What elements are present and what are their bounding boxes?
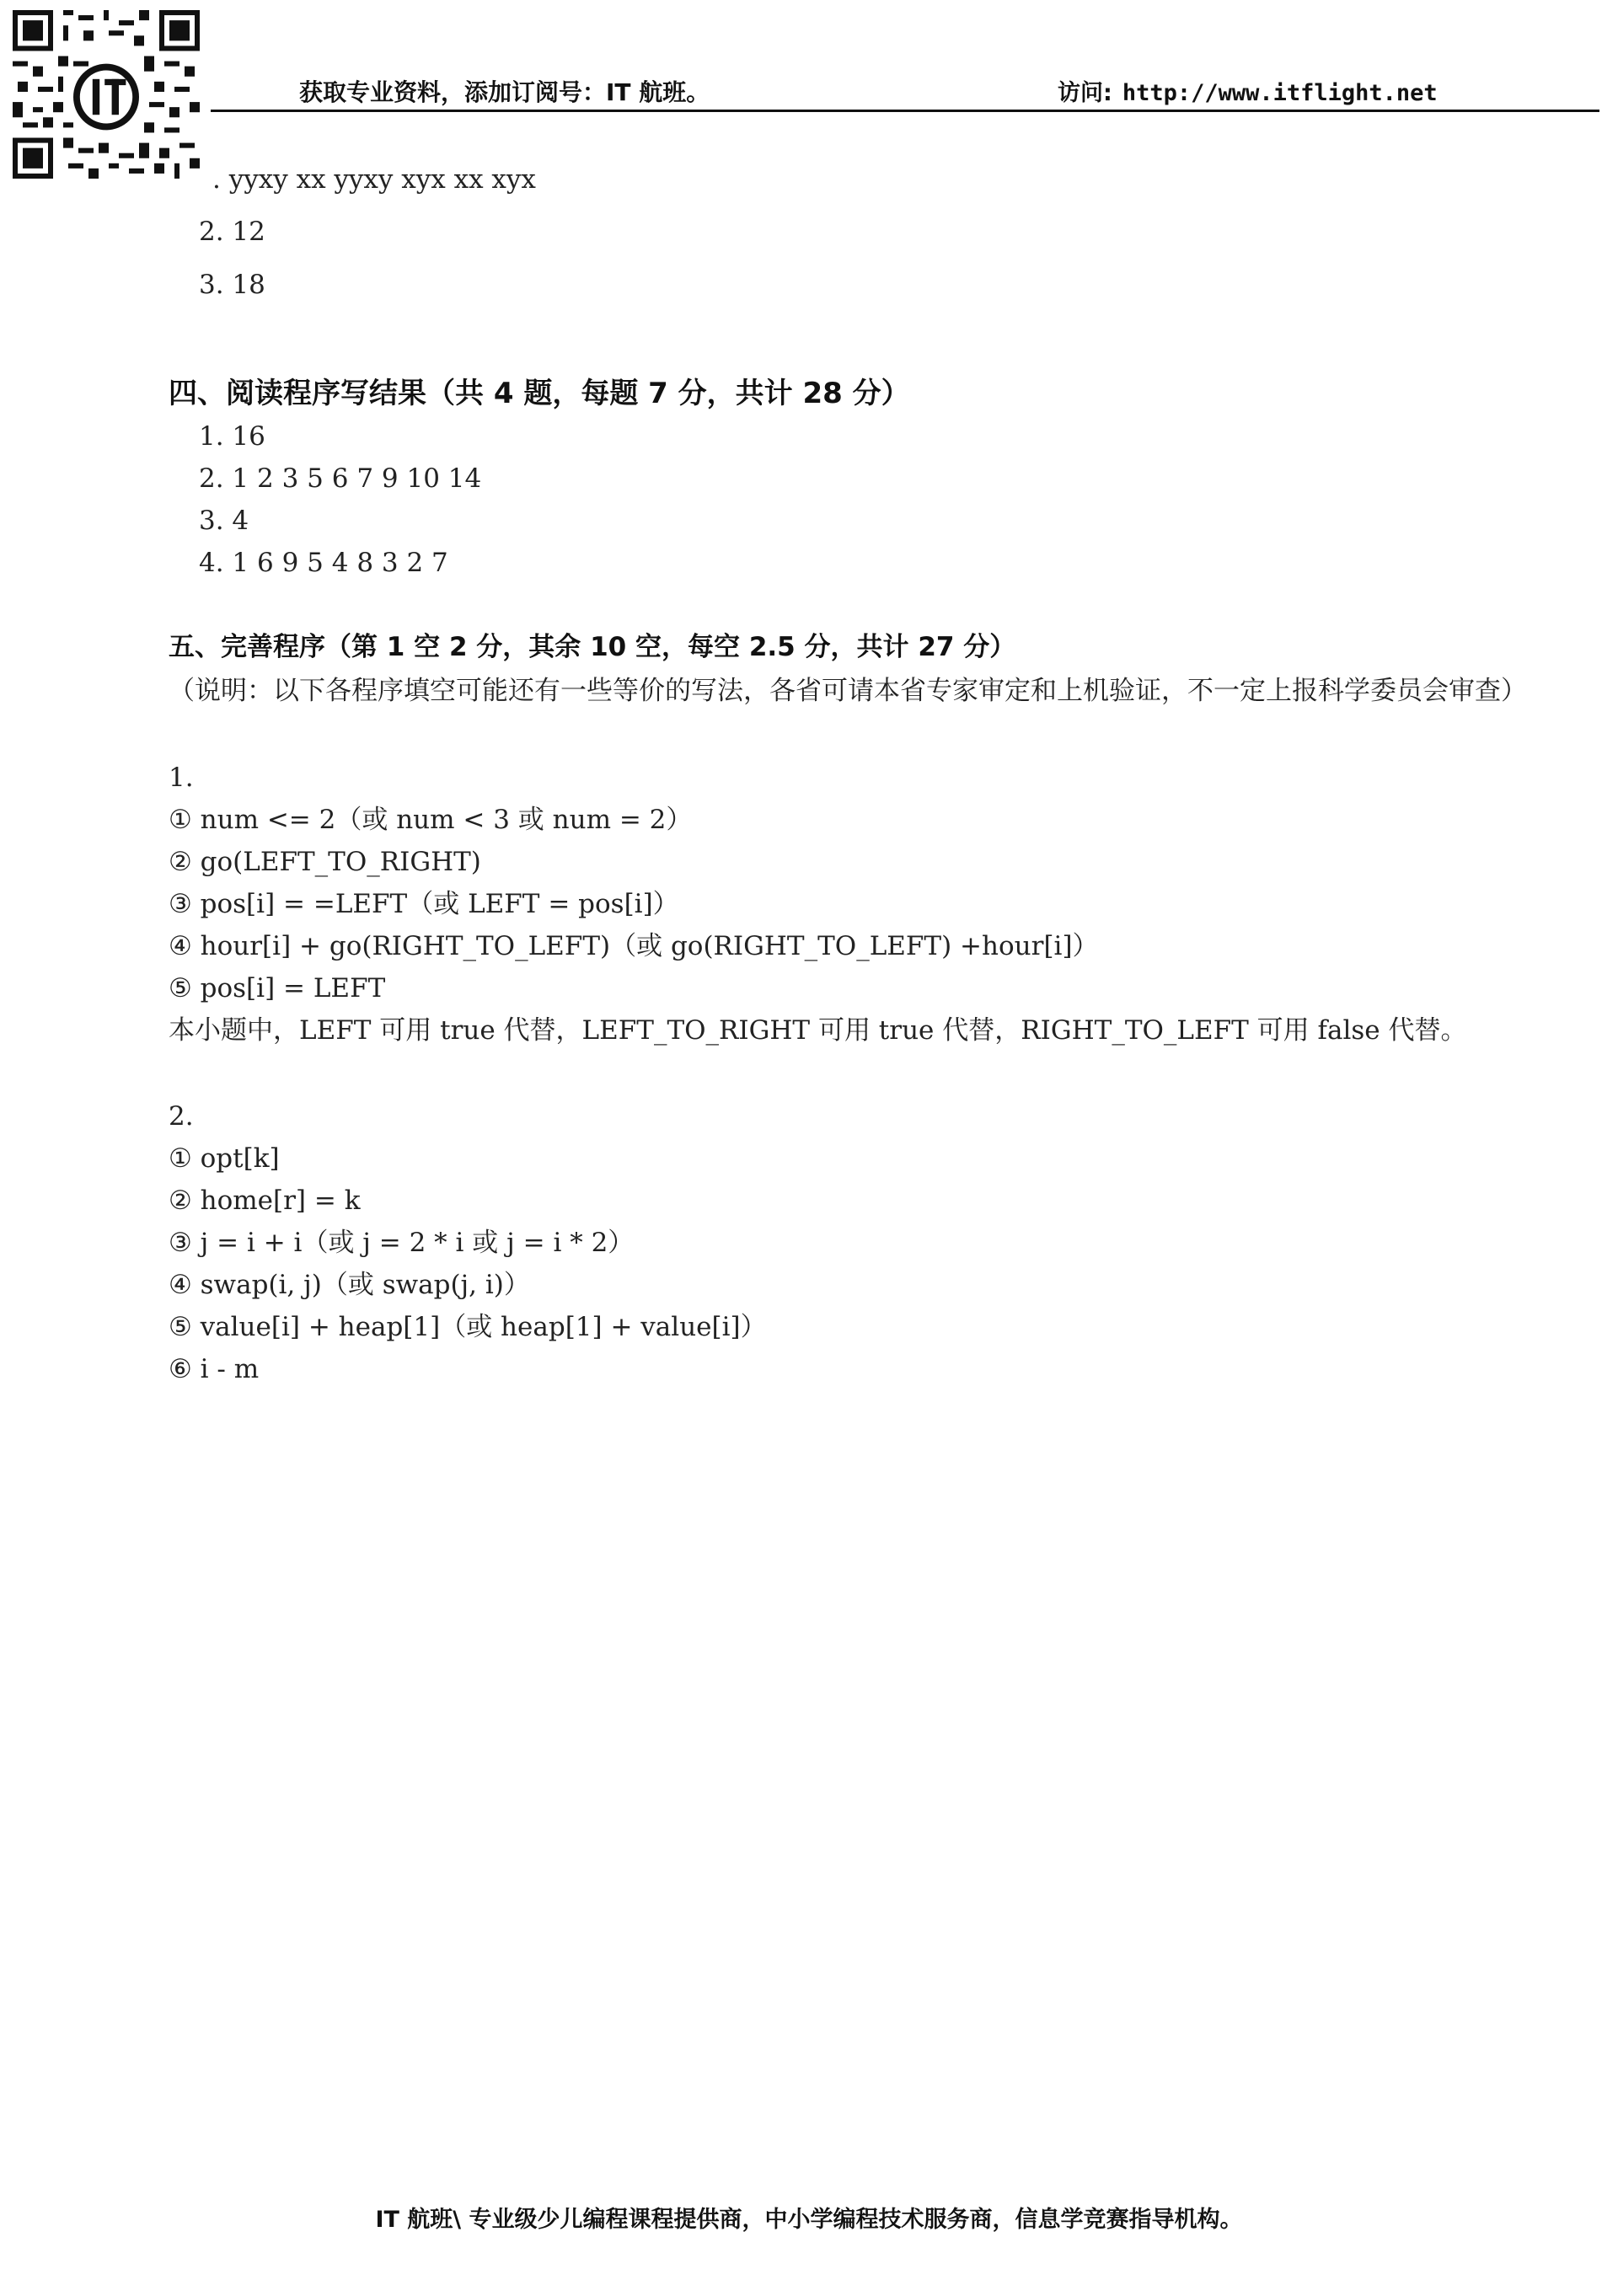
question-note: 本小题中，LEFT 可用 true 代替，LEFT_TO_RIGHT 可用 true 代替，RIGHT_TO_LEFT 可用 false 代替。 — [169, 1015, 1467, 1046]
answer-line: 3. 18 — [199, 270, 265, 300]
header-divider — [211, 110, 1599, 112]
question-label: 1. — [169, 763, 194, 793]
answer-line: ② go(LEFT_TO_RIGHT) — [169, 847, 481, 877]
header-subscription-text: 获取专业资料，添加订阅号：IT 航班。 — [299, 78, 710, 106]
page-footer: IT 航班\ 专业级少儿编程课程提供商，中小学编程技术服务商，信息学竞赛指导机构。 — [375, 2207, 1243, 2233]
answer-line: ⑤ pos[i] = LEFT — [169, 973, 386, 1003]
question-label: 2. — [169, 1101, 194, 1132]
answer-line: 2. 12 — [199, 217, 265, 247]
answer-line: 1. 16 — [199, 421, 265, 452]
answer-line: ④ swap(i, j)（或 swap(j, i)） — [169, 1270, 530, 1300]
answer-line: ③ j = i + i（或 j = 2 * i 或 j = i * 2） — [169, 1228, 635, 1258]
qr-code-icon — [13, 10, 200, 179]
header-visit-label: 访问: — [1058, 80, 1112, 106]
answer-line: ⑤ value[i] + heap[1]（或 heap[1] + value[i]） — [169, 1312, 767, 1342]
answer-line: 3. 4 — [199, 506, 249, 536]
answer-line: ② home[r] = k — [169, 1185, 361, 1216]
header-url-link[interactable]: http://www.itflight.net — [1122, 80, 1438, 106]
answer-line: ① num <= 2（或 num < 3 或 num = 2） — [169, 805, 693, 835]
answer-line: ③ pos[i] = =LEFT（或 LEFT = pos[i]） — [169, 889, 679, 919]
answer-line: 2. 1 2 3 5 6 7 9 10 14 — [199, 463, 482, 494]
section-heading-4: 四、阅读程序写结果（共 4 题，每题 7 分，共计 28 分） — [169, 377, 910, 410]
answer-line: ⑥ i - m — [169, 1354, 260, 1384]
header-visit — [1058, 74, 1438, 107]
answer-line: ④ hour[i] + go(RIGHT_TO_LEFT)（或 go(RIGHT_TO_LEFT) +hour[i]） — [169, 931, 1099, 961]
answer-line: 4. 1 6 9 5 4 8 3 2 7 — [199, 548, 448, 578]
answer-line: . yyxy xx yyxy xyx xx xyx — [212, 164, 536, 195]
section-note: （说明：以下各程序填空可能还有一些等价的写法，各省可请本省专家审定和上机验证，不一定上报科学委员会审查） — [169, 676, 1527, 706]
section-heading-5: 五、完善程序（第 1 空 2 分，其余 10 空，每空 2.5 分，共计 27 分） — [169, 632, 1016, 662]
answer-line: ① opt[k] — [169, 1143, 280, 1174]
